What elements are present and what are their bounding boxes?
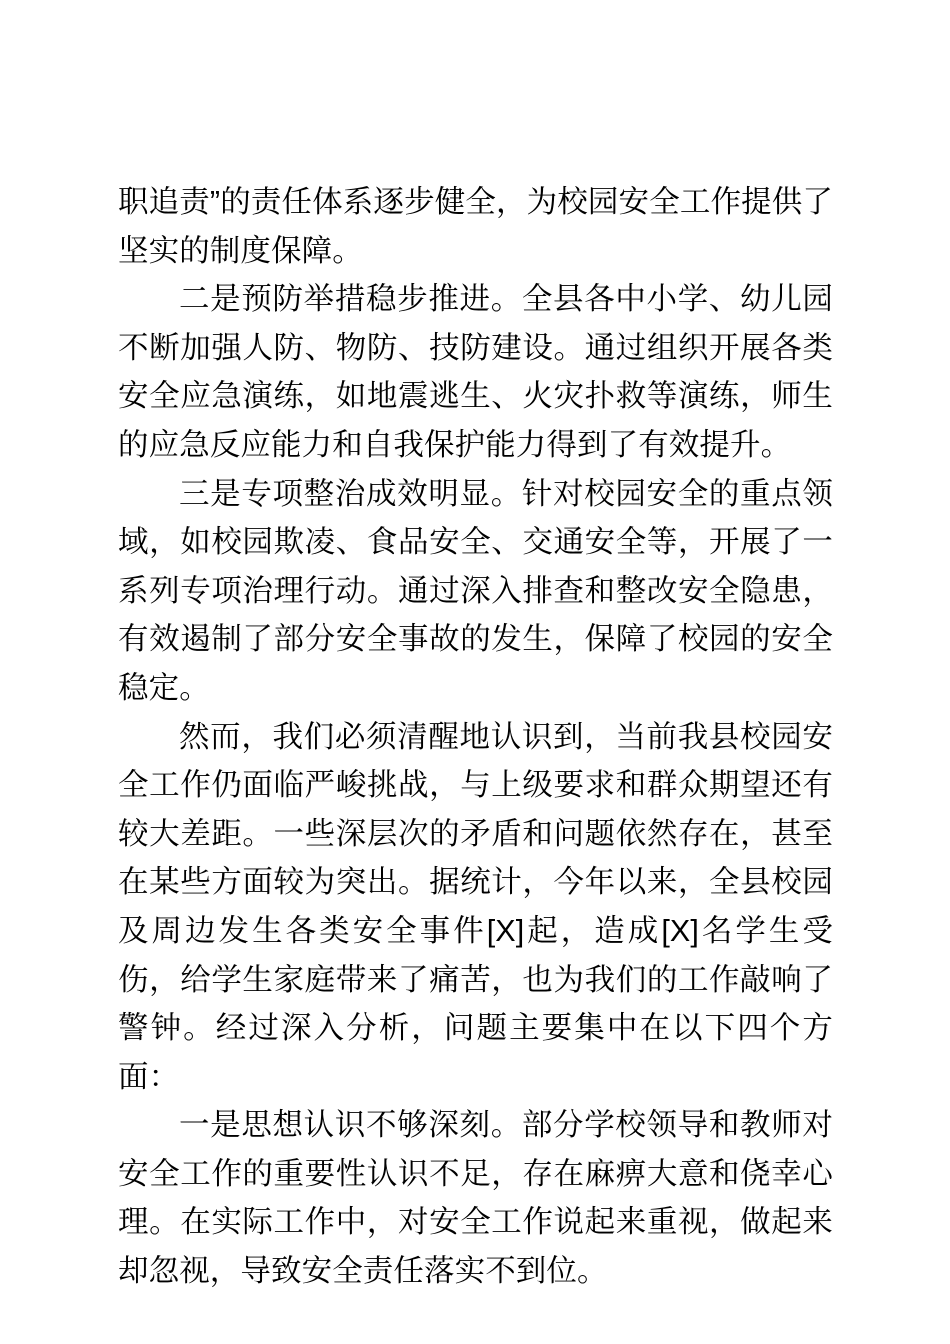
document-text-body bbox=[118, 178, 833, 1296]
paragraph-point-three-special-rectification: 三是专项整治成效明显。针对校园安全的重点领域，如校园欺凌、食品安全、交通安全等，开展了一系列专项治理行动。通过深入排查和整改安全隐患，有效遏制了部分安全事故的发生，保障了校园的安全稳定。 bbox=[118, 476, 833, 705]
paragraph-however-challenges: 然而，我们必须清醒地认识到，当前我县校园安全工作仍面临严峻挑战，与上级要求和群众期望还有较大差距。一些深层次的矛盾和问题依然存在，甚至在某些方面较为突出。据统计，今年以来，全县校园及周边发生各类安全事件[X]起，造成[X]名学生受伤，给学生家庭带来了痛苦，也为我们的工作敲响了警钟。经过深入分析，问题主要集中在以下四个方面： bbox=[118, 719, 833, 1094]
paragraph-point-two-prevention: 二是预防举措稳步推进。全县各中小学、幼儿园不断加强人防、物防、技防建设。通过组织开展各类安全应急演练，如地震逃生、火灾扑救等演练，师生的应急反应能力和自我保护能力得到了有效提升。 bbox=[118, 282, 833, 462]
paragraph-issue-one-awareness: 一是思想认识不够深刻。部分学校领导和教师对安全工作的重要性认识不足，存在麻痹大意和侥幸心理。在实际工作中，对安全工作说起来重视，做起来却忽视，导致安全责任落实不到位。 bbox=[118, 1108, 833, 1289]
paragraph-continuation-responsibility-system: 职追责”的责任体系逐步健全，为校园安全工作提供了坚实的制度保障。 bbox=[118, 185, 833, 268]
